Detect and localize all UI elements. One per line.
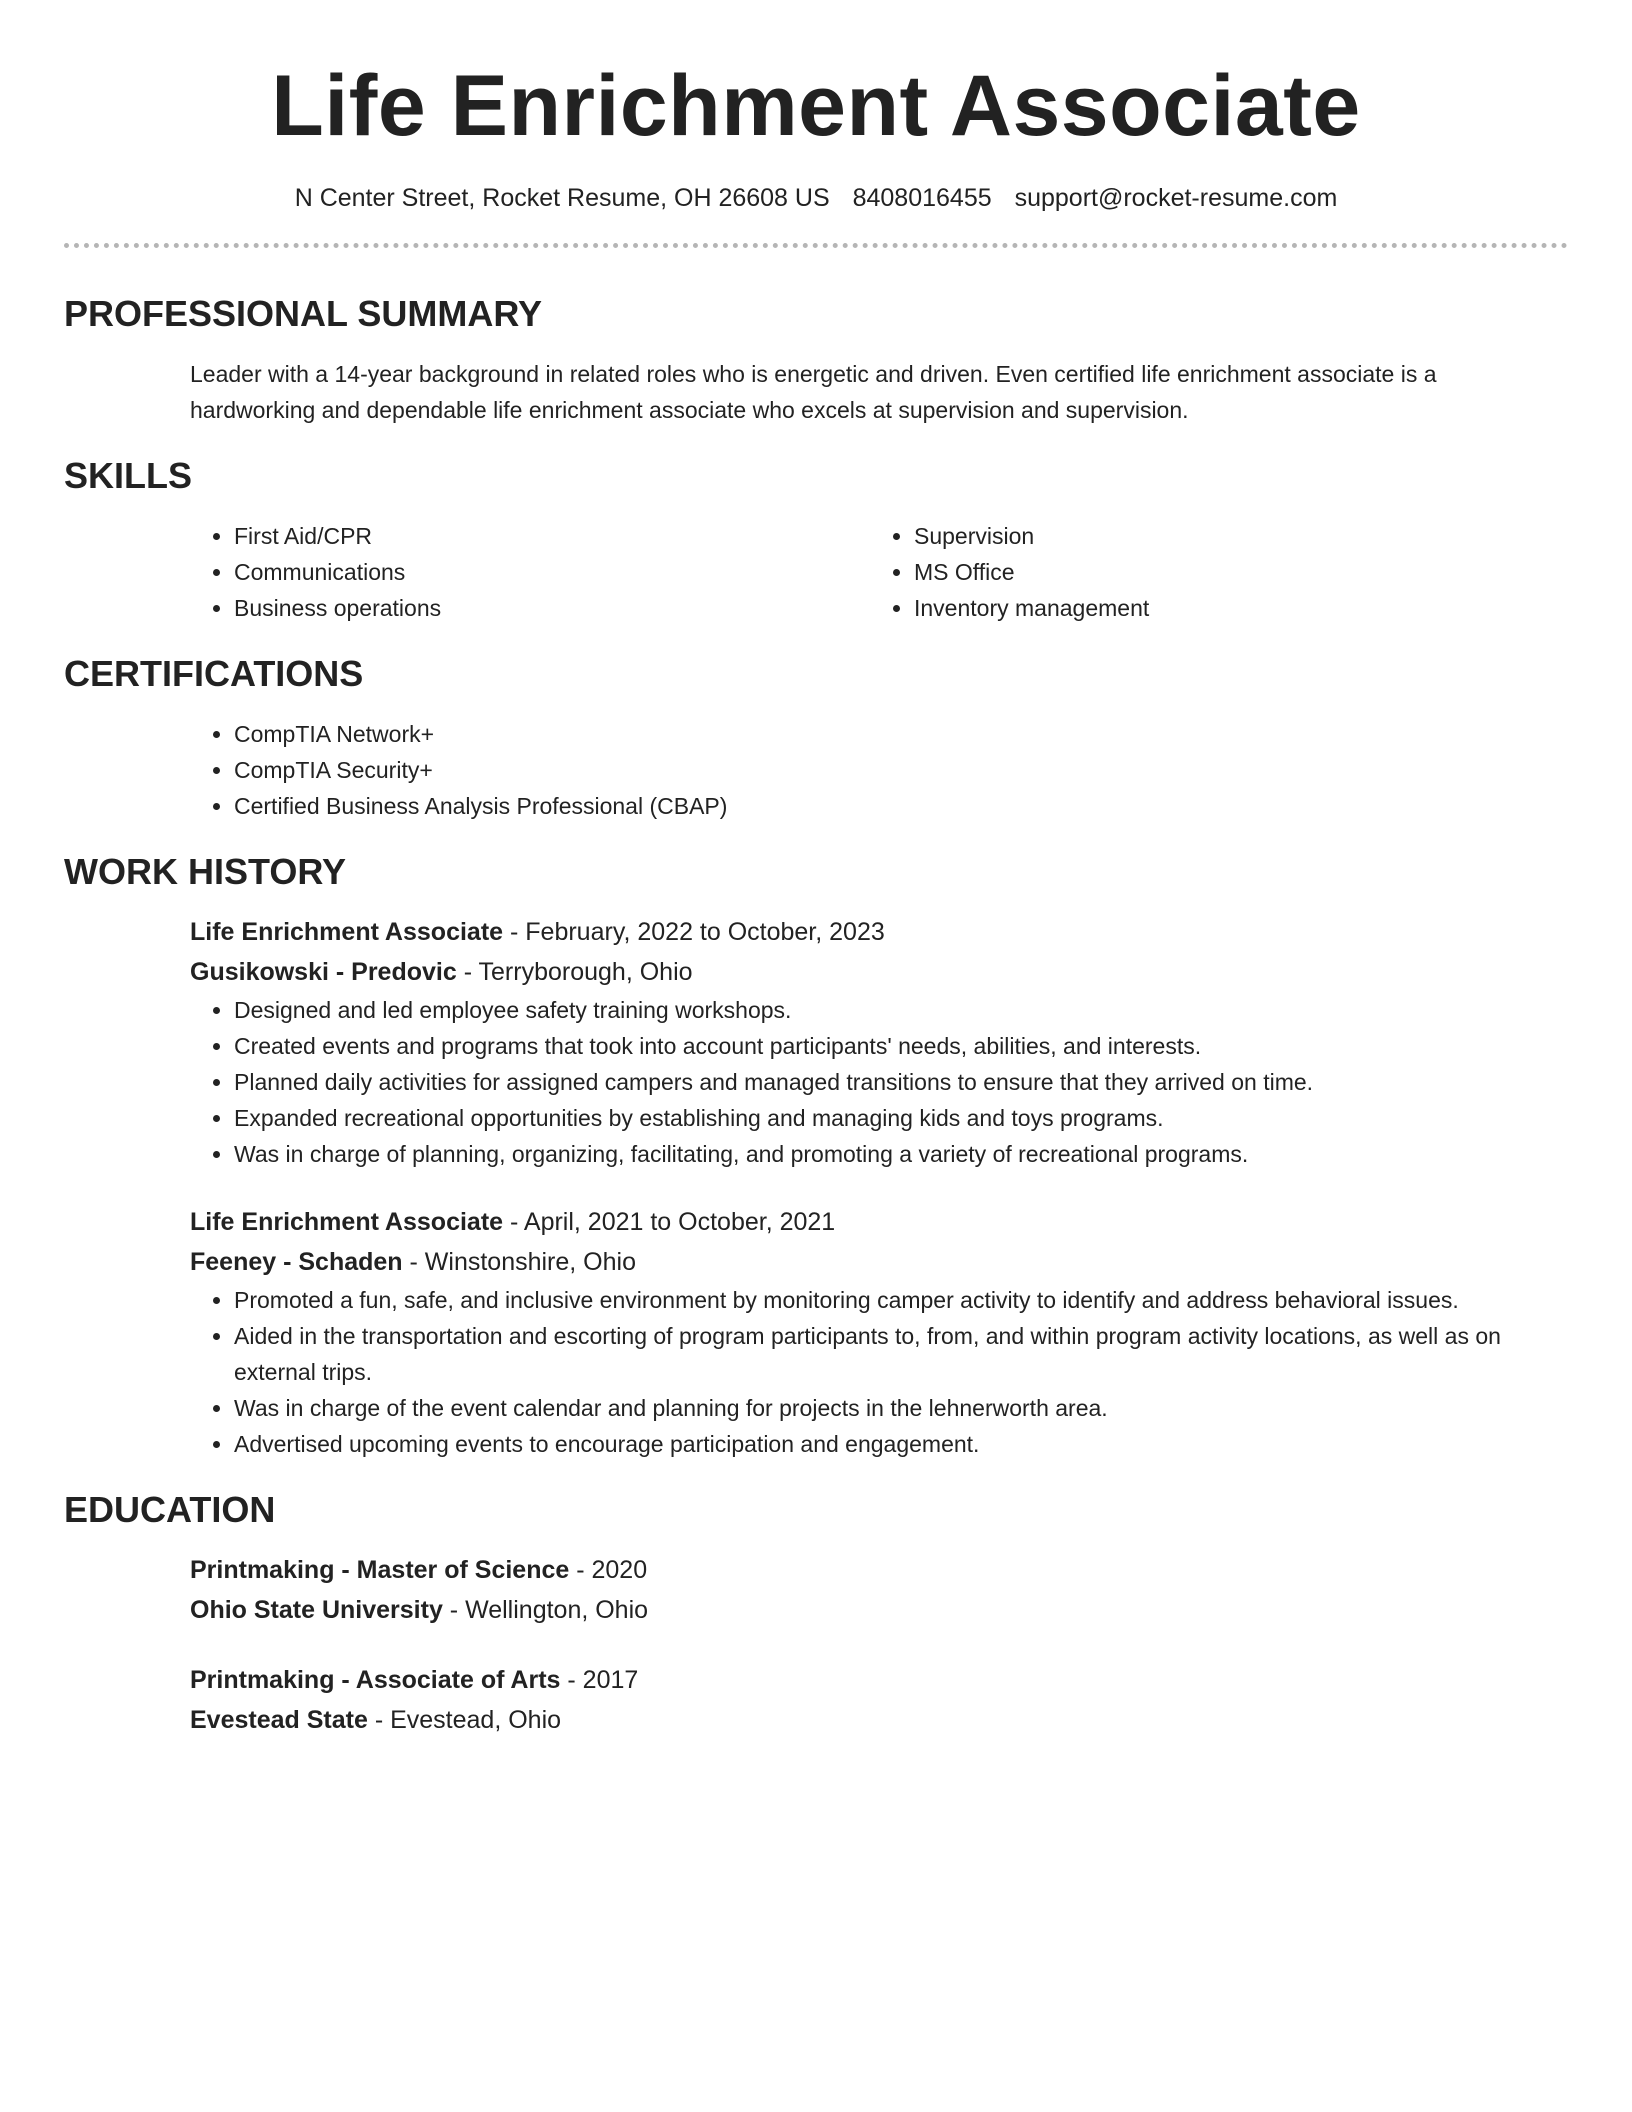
job-bullets: [190, 1282, 1568, 1462]
contact-phone: 8408016455: [852, 184, 992, 212]
education-school-line: [190, 1700, 1568, 1740]
skills-column-left: [190, 518, 870, 626]
certification-item: • CompTIA Security+: [234, 752, 1568, 788]
skills-heading: SKILLS: [64, 455, 193, 496]
skill-item: • Business operations: [234, 590, 870, 626]
job-title-line: [190, 1202, 1568, 1242]
work-history-heading: WORK HISTORY: [64, 851, 347, 892]
job-company-line: [190, 1242, 1568, 1282]
job-entry: [190, 1202, 1568, 1462]
education-school-line: [190, 1590, 1568, 1630]
resume-title: Life Enrichment Associate: [271, 58, 1361, 154]
job-location: - Terryborough, Ohio: [456, 958, 693, 986]
education-degree-line: [190, 1660, 1568, 1700]
job-bullet: • Designed and led employee safety training workshops.: [234, 992, 1568, 1028]
header-divider: [64, 243, 1568, 248]
job-title: Life Enrichment Associate: [190, 918, 504, 946]
contact-address: N Center Street, Rocket Resume, OH 26608 US: [294, 184, 830, 212]
job-bullet: • Planned daily activities for assigned campers and managed transitions to ensure that they arrived on time.: [234, 1064, 1568, 1100]
skill-item: • First Aid/CPR: [234, 518, 870, 554]
education-location: - Evestead, Ohio: [367, 1706, 562, 1734]
job-bullets: [190, 992, 1568, 1172]
education-degree: Printmaking - Associate of Arts: [190, 1666, 561, 1694]
education-location: - Wellington, Ohio: [442, 1596, 649, 1624]
job-bullet: • Aided in the transportation and escorting of program participants to, from, and within program activity locations, as well as on external trips.: [234, 1318, 1568, 1390]
job-bullet: • Advertised upcoming events to encourage participation and engagement.: [234, 1426, 1568, 1462]
certifications-body: [190, 716, 1568, 824]
job-bullet: • Expanded recreational opportunities by establishing and managing kids and toys programs.: [234, 1100, 1568, 1136]
job-bullet: • Promoted a fun, safe, and inclusive environment by monitoring camper activity to identify and address behavioral issues.: [234, 1282, 1568, 1318]
job-bullet: • Was in charge of planning, organizing, facilitating, and promoting a variety of recreational programs.: [234, 1136, 1568, 1172]
job-bullet: • Created events and programs that took into account participants' needs, abilities, and interests.: [234, 1028, 1568, 1064]
job-company-line: [190, 952, 1568, 992]
certifications-list: [190, 716, 1568, 824]
certifications-heading: CERTIFICATIONS: [64, 653, 364, 694]
job-company: Feeney - Schaden: [190, 1248, 403, 1276]
certification-item: • CompTIA Network+: [234, 716, 1568, 752]
skill-item: • Supervision: [914, 518, 1550, 554]
job-dates: - April, 2021 to October, 2021: [503, 1208, 836, 1236]
summary-text: Leader with a 14-year background in related roles who is energetic and driven. Even certified life enrichment associate is a hardworking and dependable life enrichment associate who excels at supervision and supervision.: [190, 361, 1437, 423]
education-year: - 2017: [560, 1666, 639, 1694]
education-degree: Printmaking - Master of Science: [190, 1556, 570, 1584]
job-title: Life Enrichment Associate: [190, 1208, 504, 1236]
job-company: Gusikowski - Predovic: [190, 958, 457, 986]
education-degree-line: [190, 1550, 1568, 1590]
contact-line: [64, 181, 1568, 215]
certification-item: • Certified Business Analysis Professional (CBAP): [234, 788, 1568, 824]
education-entry: [190, 1660, 1568, 1740]
skills-section: [64, 454, 1568, 626]
skill-item: • Inventory management: [914, 590, 1550, 626]
skills-list-left: [190, 518, 870, 626]
certifications-section: [64, 652, 1568, 824]
education-entry: [190, 1550, 1568, 1630]
skill-item: • Communications: [234, 554, 870, 590]
summary-body: [190, 356, 1568, 428]
skills-column-right: [870, 518, 1550, 626]
education-school: Ohio State University: [190, 1596, 443, 1624]
skills-list-right: [870, 518, 1550, 626]
skills-grid: [190, 518, 1568, 626]
education-section: [64, 1488, 1568, 1740]
work-history-section: [64, 850, 1568, 1462]
education-school: Evestead State: [190, 1706, 368, 1734]
skill-item: • MS Office: [914, 554, 1550, 590]
job-dates: - February, 2022 to October, 2023: [503, 918, 885, 946]
summary-section: [64, 292, 1568, 428]
contact-email: support@rocket-resume.com: [1014, 184, 1338, 212]
education-year: - 2020: [569, 1556, 648, 1584]
job-entry: [190, 912, 1568, 1172]
job-location: - Winstonshire, Ohio: [402, 1248, 636, 1276]
job-title-line: [190, 912, 1568, 952]
education-heading: EDUCATION: [64, 1489, 276, 1530]
summary-heading: PROFESSIONAL SUMMARY: [64, 293, 543, 334]
job-bullet: • Was in charge of the event calendar and planning for projects in the lehnerworth area.: [234, 1390, 1568, 1426]
